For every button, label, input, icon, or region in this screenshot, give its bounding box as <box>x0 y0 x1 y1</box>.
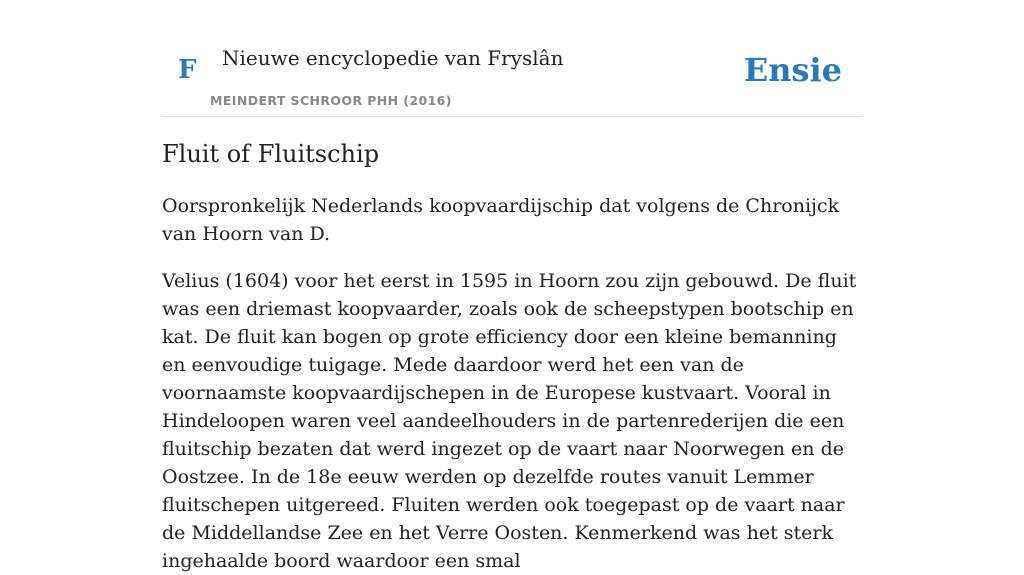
article-paragraph-2: Velius (1604) voor het eerst in 1595 in Hoorn zou zijn gebouwd. De fluit was een driemast koopvaarder, zoals ook de scheepstypen bootschip en kat. De fluit kan bogen op grote efficiency door een kleine bemanning en eenvoudige tuigage. Mede daardoor werd het een van de voornaamste koopvaardijschepen in de Europese kustvaart. Vooral in Hindeloopen waren veel aandeelhouders in de partenrederijen die een fluitschip bezaten dat werd ingezet op de vaart naar Noorwegen en de Oostzee. In de 18e eeuw werden op dezelfde routes vanuit Lemmer fluitschepen uitgereed. Fluiten werden ook toegepast op de vaart naar de Middellandse Zee en het Verre Oosten. Kenmerkend was het sterk ingehaalde boord waardoor een smal <box>162 270 857 572</box>
source-logo[interactable]: F <box>178 55 197 85</box>
article-title: Fluit of Fluitschip <box>162 140 380 168</box>
author-line: MEINDERT SCHROOR PHH (2016) <box>210 93 452 108</box>
article-paragraph-1: Oorspronkelijk Nederlands koopvaardijschip dat volgens de Chronijck van Hoorn van D. <box>162 195 840 245</box>
source-title-link[interactable]: Nieuwe encyclopedie van Fryslân <box>222 46 564 70</box>
source-header <box>162 0 862 117</box>
page <box>162 0 862 572</box>
ensie-logo-link[interactable]: Ensie <box>743 51 842 89</box>
